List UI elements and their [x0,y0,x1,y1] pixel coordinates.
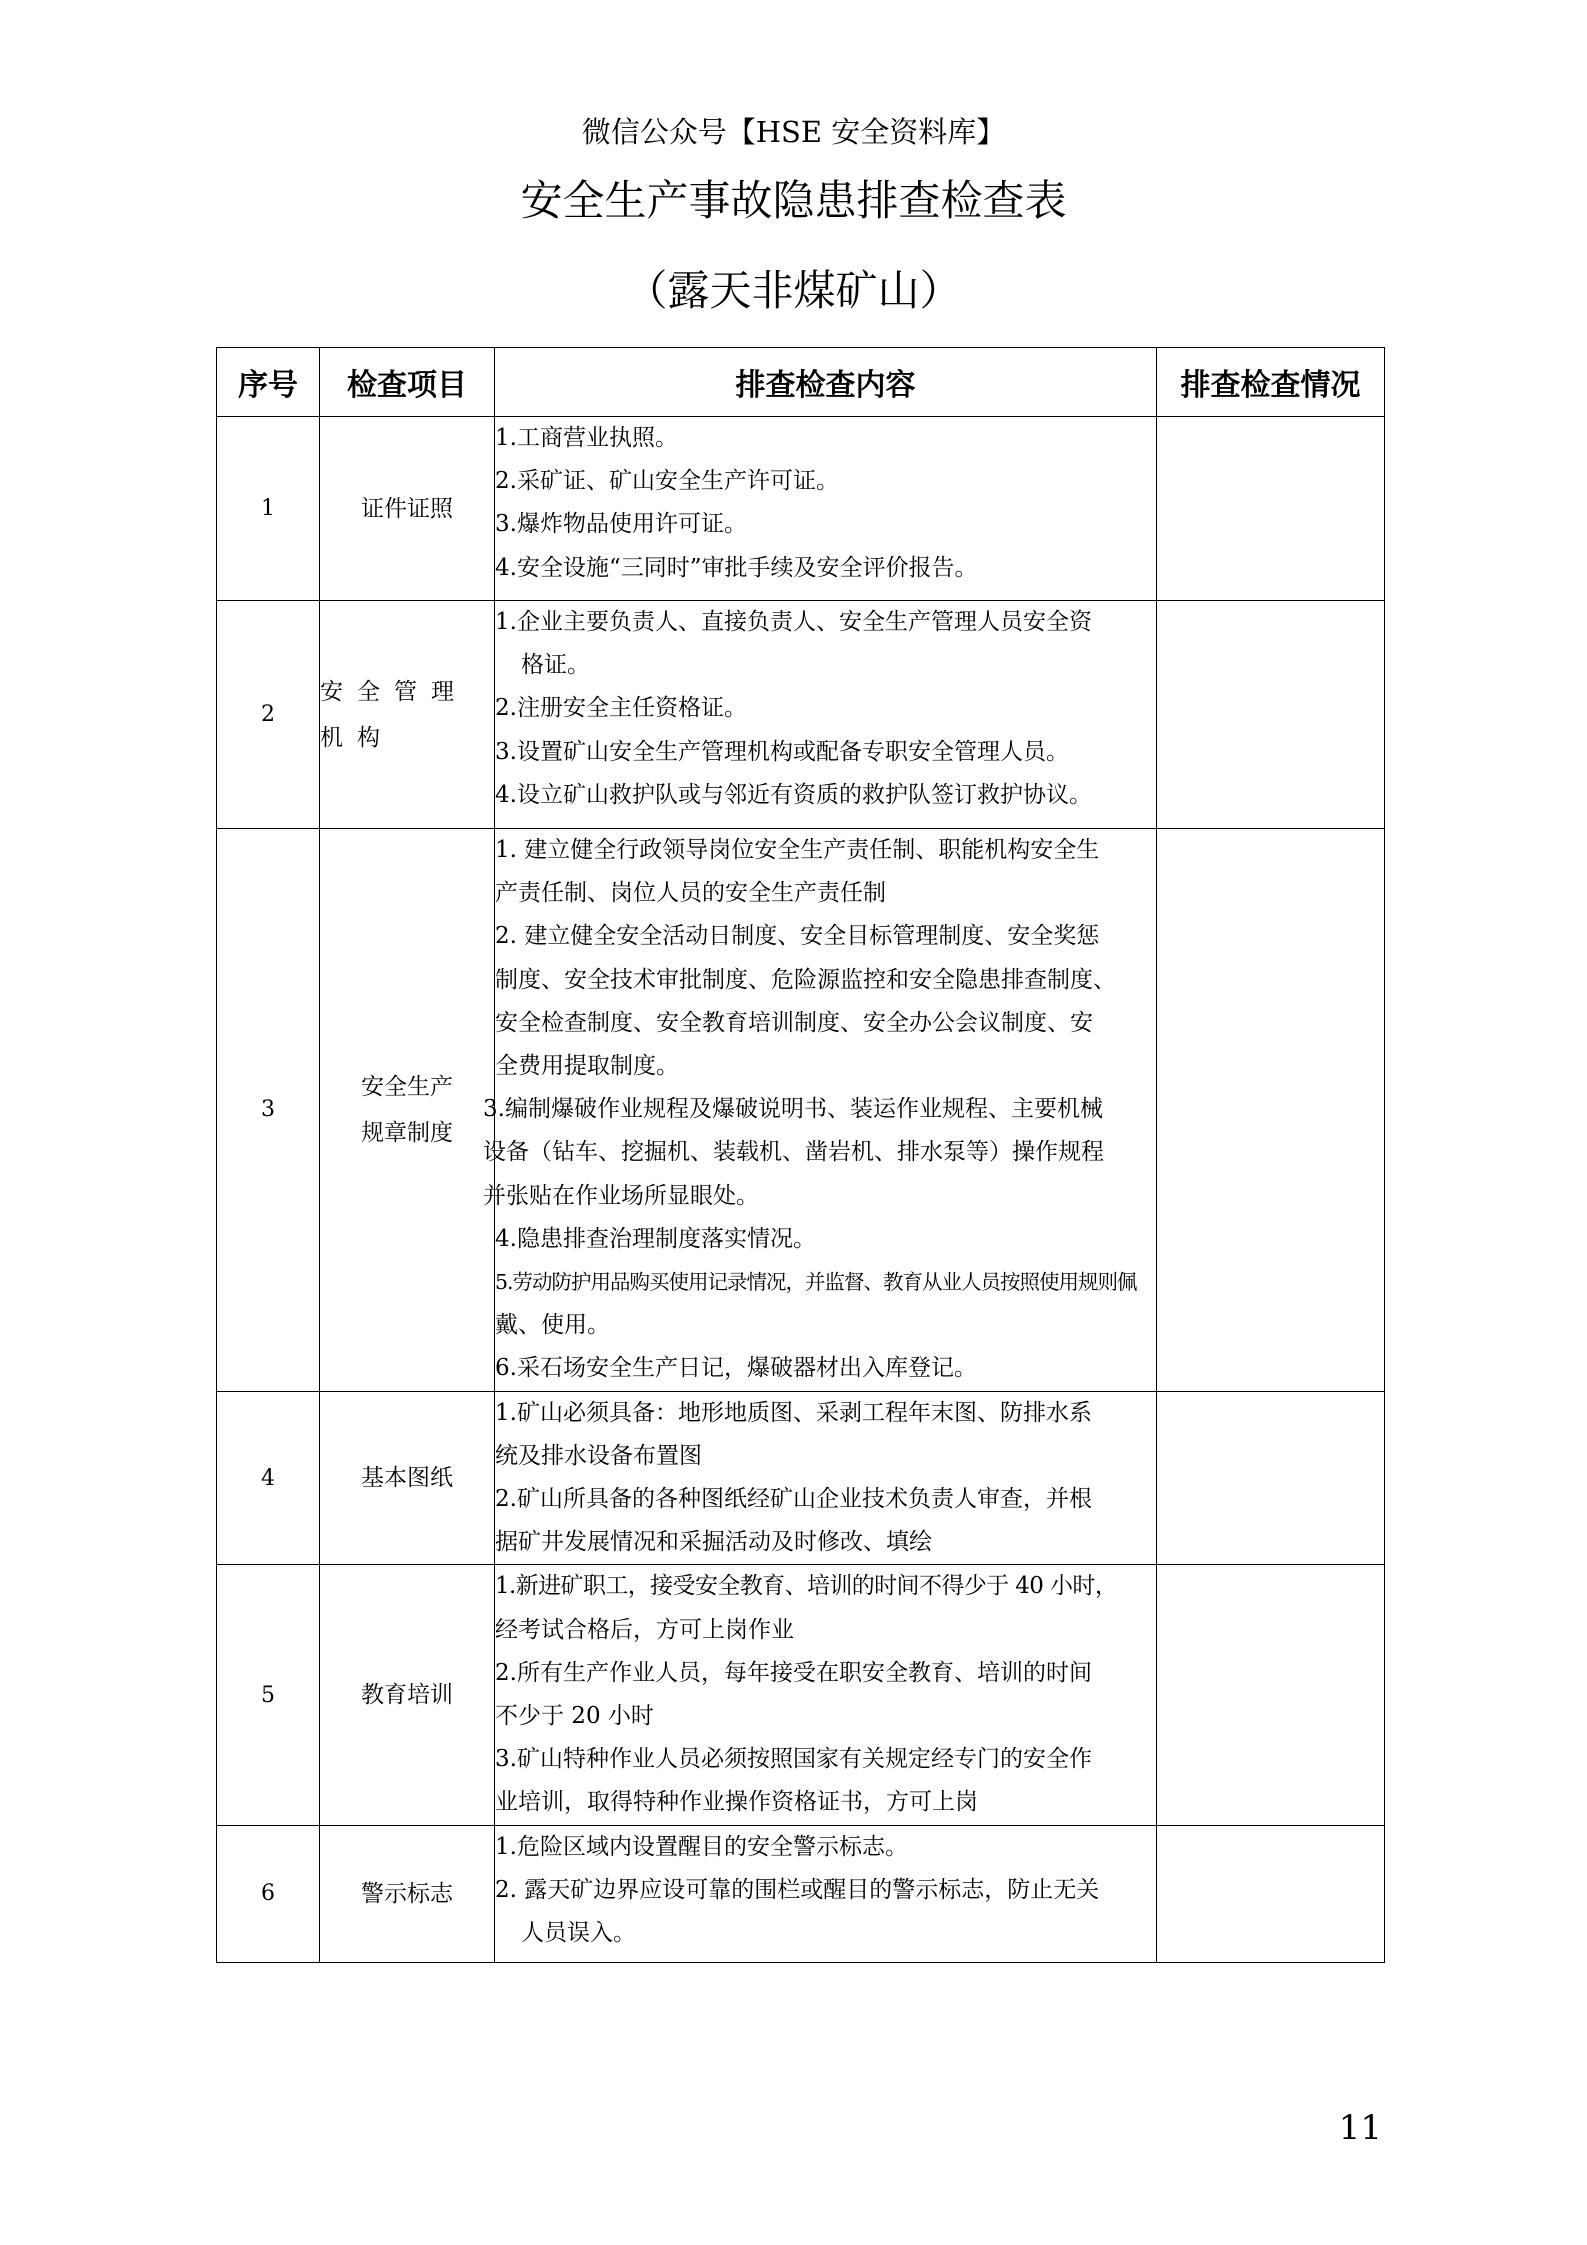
content-line: 2.采矿证、矿山安全生产许可证。 [495,468,839,495]
table-row [217,601,1385,829]
row-seq: 1 [217,417,320,601]
content-line: 2. 露天矿边界应设可靠的围栏或醒目的警示标志，防止无关 [495,1876,1100,1903]
row-seq: 5 [217,1565,320,1825]
content-line: 经考试合格后，方可上岗作业 [495,1616,794,1643]
content-line: 2. 建立健全安全活动日制度、安全目标管理制度、安全奖惩 [495,923,1100,950]
table-row [217,1565,1385,1825]
content-line: 1. 建立健全行政领导岗位安全生产责任制、职能机构安全生 [495,837,1100,863]
content-line: 不少于 20 小时 [495,1703,654,1730]
content-line: 产责任制、岗位人员的安全生产责任制 [495,880,886,907]
header-item: 检查项目 [320,348,495,417]
header-content: 排查检查内容 [495,348,1157,417]
content-line: 3.矿山特种作业人员必须按照国家有关规定经专门的安全作 [495,1746,1092,1773]
content-line: 1.危险区域内设置醒目的安全警示标志。 [495,1833,908,1860]
row-seq: 3 [217,829,320,1392]
content-line: 3.爆炸物品使用许可证。 [495,511,747,538]
content-line: 统及排水设备布置图 [495,1442,702,1469]
content-line: 6.采石场安全生产日记，爆破器材出入库登记。 [495,1355,977,1382]
content-line: 2.矿山所具备的各种图纸经矿山企业技术负责人审查，并根 [495,1486,1092,1513]
content-line: 设备（钻车、挖掘机、装载机、凿岩机、排水泵等）操作规程 [483,1139,1104,1166]
row-item: 教育培训 [320,1565,495,1825]
table-row [217,1391,1385,1565]
content-line: 1.工商营业执照。 [495,425,678,451]
table-row [217,417,1385,601]
page-number: 11 [1338,2108,1382,2148]
content-line: 1.新进矿职工，接受安全教育、培训的时间不得少于 40 小时， [495,1573,1118,1600]
row-seq: 6 [217,1825,320,1962]
content-line: 并张贴在作业场所显眼处。 [483,1182,759,1209]
row-status [1157,1825,1385,1962]
content-line: 制度、安全技术审批制度、危险源监控和安全隐患排查制度、 [495,966,1116,993]
page-title: 安全生产事故隐患排查检查表 [520,176,1067,225]
row-content [495,1825,1157,1962]
content-line: 业培训，取得特种作业操作资格证书，方可上岗 [495,1789,978,1816]
row-seq: 2 [217,601,320,829]
content-line: 1.企业主要负责人、直接负责人、安全生产管理人员安全资 [495,609,1092,635]
row-content [495,1391,1157,1565]
row-status [1157,601,1385,829]
table-header-row [217,348,1385,417]
row-status [1157,1565,1385,1825]
content-line: 据矿井发展情况和采掘活动及时修改、填绘 [495,1529,932,1556]
content-line: 4.隐患排查治理制度落实情况。 [495,1225,816,1252]
row-content [495,1565,1157,1825]
table-row [217,829,1385,1392]
row-item: 安全生产规章制度 [320,829,495,1392]
row-item: 基本图纸 [320,1391,495,1565]
row-status [1157,1391,1385,1565]
row-seq: 4 [217,1391,320,1565]
header-status: 排查检查情况 [1157,348,1385,417]
content-line: 5.劳动防护用品购买使用记录情况，并监督、教育从业人员按照使用规则佩 [495,1270,1137,1295]
content-line: 2.注册安全主任资格证。 [495,695,747,722]
row-content [483,829,1157,1392]
content-line: 3.编制爆破作业规程及爆破说明书、装运作业规程、主要机械 [483,1096,1103,1123]
row-item: 安全管理机构 [320,601,495,829]
row-status [1157,417,1385,601]
content-line: 戴、使用。 [495,1312,610,1339]
row-item: 警示标志 [320,1825,495,1962]
content-line: 人员误入。 [521,1920,636,1947]
content-line: 4.安全设施“三同时”审批手续及安全评价报告。 [495,554,978,581]
row-status [1157,829,1385,1392]
content-line: 1.矿山必须具备：地形地质图、采剥工程年末图、防排水系 [495,1399,1092,1426]
page-subtitle: （露天非煤矿山） [625,266,962,315]
row-content [495,601,1157,829]
content-line: 安全检查制度、安全教育培训制度、安全办公会议制度、安 [495,1009,1093,1036]
row-content [495,417,1157,601]
content-line: 全费用提取制度。 [495,1053,679,1080]
content-line: 3.设置矿山安全生产管理机构或配备专职安全管理人员。 [495,738,1069,765]
header-line: 微信公众号【HSE 安全资料库】 [581,115,1006,149]
table-row [217,1825,1385,1962]
header-seq: 序号 [217,348,320,417]
row-item: 证件证照 [320,417,495,601]
content-line: 4.设立矿山救护队或与邻近有资质的救护队签订救护协议。 [495,781,1092,808]
content-line: 格证。 [521,652,590,679]
inspection-table [216,347,1385,1963]
content-line: 2.所有生产作业人员，每年接受在职安全教育、培训的时间 [495,1659,1092,1686]
